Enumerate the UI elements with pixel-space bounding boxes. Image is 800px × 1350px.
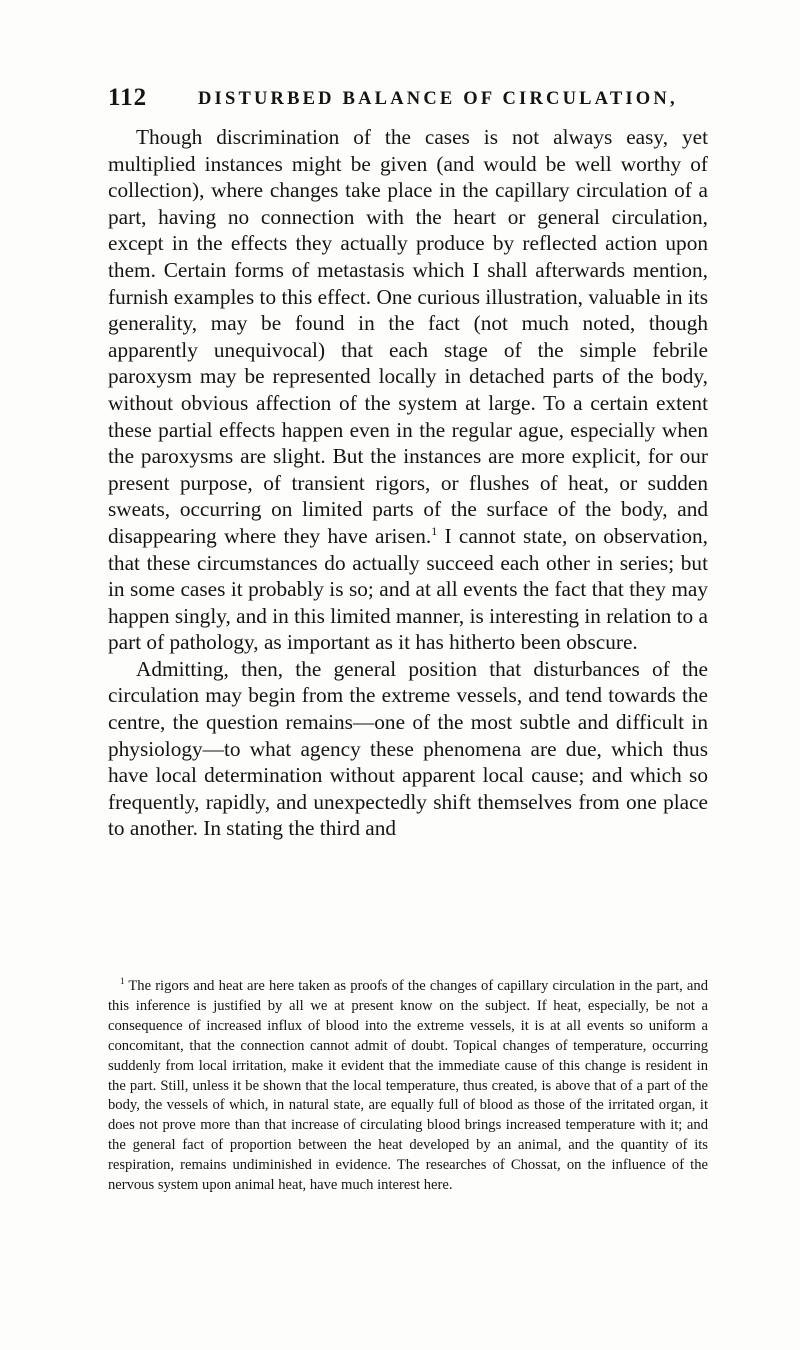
paragraph-2: Admitting, then, the general position that disturbances of the circulation may begin from the extreme vessels, and tend towards the centre, the question remains—one of the most subtle and difficult in physiology—to what agency these phenomena are due, which thus have local determination without apparent local cause; and which so frequently, rapidly, and unexpectedly shift themselves from one place to another. In stating the third and [108, 656, 708, 841]
paragraph-1-text-before-note: Though discrimination of the cases is not always easy, yet multiplied instances might be given (and would be well worthy of collection), where changes take place in the capillary circulation of a part, having no connection with the heart or general circulation, except in the effects they actually produce by reflected action upon them. Certain forms of metastasis which I shall afterwards mention, furnish examples to this effect. One curious illustration, valuable in its generality, may be found in the fact (not much noted, though apparently unequivocal) that each stage of the simple febrile paroxysm may be represented locally in detached parts of the body, without obvious affection of the system at large. To a certain extent these partial effects happen even in the regular ague, especially when the paroxysms are slight. But the instances are more explicit, for our present purpose, of transient rigors, or flushes of heat, or sudden sweats, occurring on limited parts of the surface of the body, and disappearing where they have arisen. [108, 125, 708, 548]
footnote-reference: 1 [431, 523, 438, 538]
running-title: DISTURBED BALANCE OF CIRCULATION, [198, 89, 678, 109]
running-head [108, 84, 708, 116]
body-text [108, 124, 708, 842]
footnote-text: The rigors and heat are here taken as proofs of the changes of capillary circulation in the part, and this inference is justified by all we at present know on the subject. If heat, especially, be not a consequence of increased influx of blood into the extreme vessels, it is at all events so uniform a concomitant, that the connection cannot admit of doubt. Topical changes of temperature, occurring suddenly from local irritation, make it evident that the immediate cause of this change is resident in the part. Still, unless it be shown that the local temperature, thus created, is above that of a part of the body, the vessels of which, in natural state, are equally full of blood as those of the irritated organ, it does not prove more than that increase of circulating blood brings increased temperature with it; and the general fact of proportion between the heat developed by an animal, and the quantity of its respiration, remains undiminished in evidence. The researches of Chossat, on the influence of the nervous system upon animal heat, have much interest here. [108, 978, 708, 1194]
paragraph-1 [108, 124, 708, 656]
page-number: 112 [108, 84, 148, 111]
footnote-mark: 1 [120, 976, 125, 987]
paragraph-1-text-after-note: I cannot state, on observation, that these circumstances do actually succeed each other in series; but in some cases it probably is so; and at all events the fact that they may happen singly, and in this limited manner, is interesting in relation to a part of pathology, as important as it has hitherto been obscure. [108, 523, 708, 655]
footnote [108, 977, 708, 1196]
